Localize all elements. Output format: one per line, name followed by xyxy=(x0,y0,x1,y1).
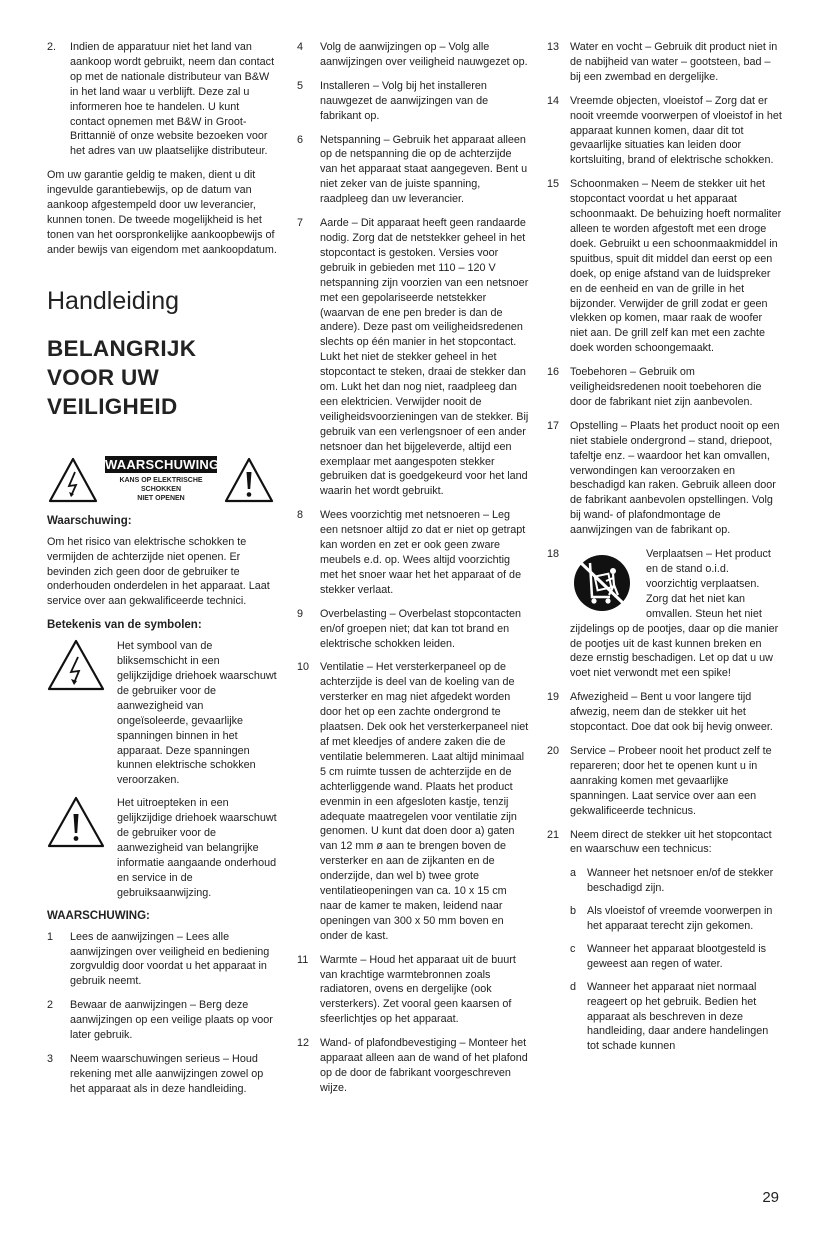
column-3 xyxy=(547,40,782,1062)
list-item xyxy=(47,998,277,1043)
warning-label-sub-line: KANS OP ELEKTRISCHE SCHOKKEN xyxy=(119,477,203,494)
item-text: Volg de aanwijzingen op – Volg alle aanwijzingen over veiligheid nauwgezet op. xyxy=(320,41,528,68)
item-text: Afwezigheid – Bent u voor langere tijd afwezig, neem dan de stekker uit het stopcontact. Doe dat ook bij hevig onweer. xyxy=(570,691,773,734)
exclamation-triangle-icon xyxy=(47,796,109,848)
safety-title-line: VEILIGHEID xyxy=(47,393,178,419)
list-item xyxy=(547,365,782,410)
warning-heading: Waarschuwing: xyxy=(47,514,132,527)
sub-list-item xyxy=(570,866,782,896)
sub-item-text: Wanneer het apparaat niet normaal reageert op het gebruik. Bedien het apparaat als beschreven in deze handleiding, daar andere handelingen tot schade kunnen xyxy=(587,980,769,1053)
symbols-heading: Betekenis van de symbolen: xyxy=(47,619,202,632)
list-item xyxy=(297,508,529,597)
item-number: 18 xyxy=(547,548,560,561)
warning-text: Om het risico van elektrische schokken te vermijden de achterzijde niet openen. Er bevinden zich geen door de gebruiker te onderhouden onderdelen in het apparaat. Laat service over aan gekwalificeerde technici. xyxy=(47,535,270,608)
item-number: 13 xyxy=(547,41,560,53)
item-number: 20 xyxy=(547,744,560,757)
item-number: 2. xyxy=(47,41,57,53)
list-item xyxy=(297,133,529,208)
list-item xyxy=(297,1036,529,1096)
item-number: 9 xyxy=(297,607,304,620)
item-text: Warmte – Houd het apparaat uit de buurt van krachtige warmtebronnen zoals radiatoren, ovens en dergelijke (ook versterkers). Zet vooral geen kaarsen of sfeerlichtjes op het apparaat. xyxy=(320,953,516,1026)
sub-item-text: Wanneer het netsnoer en/of de stekker beschadigd zijn. xyxy=(587,867,774,895)
list-item xyxy=(547,40,782,85)
item-text: Vreemde objecten, vloeistof – Zorg dat er nooit vreemde voorwerpen of vloeistof in het apparaat kunnen komen, daar dit tot gevaarlijke situaties kan leiden door kortsluiting, brand of elektrische schokken. xyxy=(570,94,782,167)
item-number: 12 xyxy=(297,1037,310,1050)
symbol-row xyxy=(47,796,277,900)
list-item xyxy=(297,79,529,124)
item-text: Wand- of plafondbevestiging – Monteer het apparaat alleen aan de wand of het plafond op de door de fabrikant voorgeschreven wijze. xyxy=(320,1037,528,1094)
symbol-description: Het symbool van de bliksemschicht in een gelijkzijdige driehoek waarschuwt de gebruiker voor de aanwezigheid van ongeïsoleerde, gevaarlijke spanningen binnen in het apparaat. Deze spanningen kunnen elektrische schokken veroorzaken. xyxy=(117,640,277,787)
list-item xyxy=(547,828,782,858)
item-text: Service – Probeer nooit het product zelf te repareren; door het te openen kunt u in aanraking komen met gevaarlijke spanningen. Laat service over aan een gekwalificeerde technicus. xyxy=(570,744,772,817)
item-text: Toebehoren – Gebruik om veiligheidsredenen nooit toebehoren die door de fabrikant niet zijn aanbevolen. xyxy=(570,366,762,408)
item-text: Overbelasting – Overbelast stopcontacten en/of groepen niet; dat kan tot brand en elektrische schokken leiden. xyxy=(320,607,522,650)
sub-item-letter: b xyxy=(570,905,577,918)
list-item xyxy=(297,216,529,499)
symbol-description: Het uitroepteken in een gelijkzijdige driehoek waarschuwt de gebruiker voor de aanwezigheid van belangrijke informatie aangaande onderhoud en service in de gebruiksaanwijzing. xyxy=(117,797,277,899)
item-number: 8 xyxy=(297,509,304,522)
list-item xyxy=(297,660,529,943)
list-item xyxy=(297,40,529,70)
sub-item-letter: d xyxy=(570,980,577,993)
list-item xyxy=(47,930,277,990)
item-text: Schoonmaken – Neem de stekker uit het stopcontact voordat u het apparaat schoonmaakt. De behuizing hoeft normaliter alleen te worden afgestoft met een droge doek. Gebruikt u een schoonmaakmiddel in spuitbus, spuit dit middel dan eerst op een doek, op enige afstand van de luidspreker en de eenheid en van de grille in het bijzonder. Verwijder de grill zodat er geen vlekken op komen, maar raak de woofer niet aan. De grill zelf kan met een zachte doek worden schoongemaakt. xyxy=(570,178,782,355)
sub-list-item xyxy=(570,904,782,934)
item-text: Opstelling – Plaats het product nooit op een niet stabiele ondergrond – stand, driepoot, tafeltje enz. – waardoor het kan omvallen, verwondingen kan veroorzaken en beschadigd kan raken. Gebruik alleen door de fabrikant aanbevolen opstellingen. Volg bij wand- of plafondmontage de aanwijzingen van de fabrikant op. xyxy=(570,419,780,537)
item-number: 15 xyxy=(547,178,560,191)
item-text: Wees voorzichtig met netsnoeren – Leg een netsnoer altijd zo dat er niet op getrapt kan worden en zet er ook geen zware meubels e.d. op. Wees altijd voorzichtig met het snoer waar het het apparaat of de stekker verlaat. xyxy=(320,509,526,596)
safety-title-line: BELANGRIJK xyxy=(47,335,197,361)
item-text: Verplaatsen – Het product en de stand o.i.d. voorzichtig verplaatsen. Zorg dat het niet kan omvallen. Steun het niet zijdelings op de pootjes, daar op die manier de pootjes uit de kast kunnen breken en deze ernstig beschadigen. Let op dat u uw voet niet verwondt met een spike! xyxy=(570,548,779,680)
item-number: 10 xyxy=(297,661,310,674)
sub-list-item xyxy=(570,980,782,1055)
item-number: 4 xyxy=(297,41,304,53)
list-item xyxy=(47,40,277,159)
lightning-triangle-icon xyxy=(47,639,109,691)
warning-label-sub xyxy=(105,476,217,503)
sub-item-text: Als vloeistof of vreemde voorwerpen in het apparaat terecht zijn gekomen. xyxy=(587,905,773,933)
sub-item-text: Wanneer het apparaat blootgesteld is geweest aan regen of water. xyxy=(587,942,767,970)
item-number: 2 xyxy=(47,999,54,1012)
page-number: 29 xyxy=(762,1189,779,1206)
list-item xyxy=(297,953,529,1028)
list-item xyxy=(547,419,782,538)
item-number: 17 xyxy=(547,419,560,432)
item-number: 1 xyxy=(47,930,54,943)
list-item xyxy=(547,94,782,169)
item-number: 11 xyxy=(297,953,309,966)
item-text: Installeren – Volg bij het installeren nauwgezet de aanwijzingen van de fabrikant op. xyxy=(320,79,489,122)
list-item xyxy=(547,547,782,681)
warning-label-sub-line: NIET OPENEN xyxy=(137,495,185,503)
item-text: Lees de aanwijzingen – Lees alle aanwijzingen over veiligheid en bediening zorgvuldig door voordat u het apparaat in gebruik neemt. xyxy=(70,930,270,988)
warning-label xyxy=(47,454,277,506)
list-item xyxy=(47,1052,277,1097)
safety-title xyxy=(47,334,277,421)
item-number: 14 xyxy=(547,94,560,107)
item-number: 21 xyxy=(547,828,560,841)
exclamation-triangle-icon xyxy=(223,456,275,504)
cart-tip-over-icon xyxy=(570,551,640,615)
item-text: Water en vocht – Gebruik dit product niet in de nabijheid van water – gootsteen, bad – bij een zwembad en dergelijke. xyxy=(570,41,778,83)
item-number: 3 xyxy=(47,1052,54,1065)
list-item xyxy=(547,177,782,356)
item-number: 5 xyxy=(297,79,304,92)
column-2 xyxy=(297,40,529,1105)
item-text: Neem waarschuwingen serieus – Houd rekening met alle aanwijzingen zowel op het apparaat als in deze handleiding. xyxy=(70,1052,264,1095)
item-number: 6 xyxy=(297,133,304,146)
item-text: Bewaar de aanwijzingen – Berg deze aanwijzingen op een veilige plaats op voor later gebruik. xyxy=(70,999,273,1042)
caps-warning-heading: WAARSCHUWING: xyxy=(47,909,150,922)
sub-list-item xyxy=(570,942,782,972)
sub-item-letter: a xyxy=(570,867,577,880)
manual-title: Handleiding xyxy=(47,286,180,315)
list-item xyxy=(547,744,782,819)
item-number: 16 xyxy=(547,366,560,379)
lightning-triangle-icon xyxy=(47,456,99,504)
item-number: 19 xyxy=(547,691,560,704)
item-text: Indien de apparatuur niet het land van aankoop wordt gebruikt, neem dan contact op met de nationale distributeur van B&W in het land waar u verblijft. Deze zal u informeren hoe te handelen. U kunt contact opnemen met B&W in Groot-Brittannië of onze website bezoeken voor het adres van uw plaatselijke distributeur. xyxy=(70,41,275,158)
item-number: 7 xyxy=(297,217,304,230)
column-1 xyxy=(47,40,277,1106)
symbol-row xyxy=(47,639,277,788)
warning-label-title: WAARSCHUWING xyxy=(105,457,220,473)
list-item xyxy=(297,607,529,652)
item-text: Ventilatie – Het versterkerpaneel op de achterzijde is deel van de koeling van de versterker en mag niet afgedekt worden door het op een zachte ondergrond te plaatsen. Dek ook het versterkerpaneel niet af met kleedjes of andere zaken die de ventilatie belemmeren. Laat altijd minimaal 5 cm ruimte tussen de achterzijde en de achterliggende wand. Plaats het product evenmin in een afgesloten kastje, tenzij adequate maatregelen voor ventilatie zijn genomen. U kunt dat doen door a) gaten van 12 mm ø aan te brengen boven de versterker en aan de zijkanten en de onderzijde, dan wel b) twee grote ventilatieopeningen van ca. 10 x 15 cm naar de kamer te maken, leidend naar openingen van 300 x 50 mm boven en onder de kast. xyxy=(320,661,529,942)
sub-item-letter: c xyxy=(570,942,576,955)
safety-title-line: VOOR UW xyxy=(47,364,160,390)
item-text: Netspanning – Gebruik het apparaat alleen op de netspanning die op de achterzijde van het apparaat staat aangegeven. Bent u niet zeker van de juiste spanning, raadpleeg dan uw leverancier. xyxy=(320,133,528,206)
item-text: Aarde – Dit apparaat heeft geen randaarde nodig. Zorg dat de netstekker geheel in het stopcontact is gestoken. Versies voor gebruik in gebieden met 110 – 120 V netspanning zijn voorzien van een netsnoer met een gepolariseerde netstekker (waarvan de ene pen breder is dan de andere). Deze past om veiligheidsredenen slechts op één manier in het stopcontact. Lukt het niet de stekker geheel in het stopcontact te steken, draai de stekker dan om. Lukt het dan nog niet, raadpleeg dan een elektricien. Verwijder nooit de veiligheidsvoorzieningen van de stekker. Bij gebruik van een verlengsnoer of een ander netsnoer dan het bijgeleverde, altijd een exemplaar met aangespoten stekker gebruiken dat is goedgekeurd voor het land waarin het wordt gebruikt. xyxy=(320,217,529,498)
item-text: Neem direct de stekker uit het stopcontact en waarschuw een technicus: xyxy=(570,828,772,856)
list-item xyxy=(547,690,782,735)
warranty-paragraph: Om uw garantie geldig te maken, dient u dit ingevulde garantiebewijs, op de datum van aankoop afgestempeld door uw leverancier, kunnen tonen. De tweede mogelijkheid is het tonen van het oorspronkelijke aankoopbewijs of ander bewijs van eigendom met aankoopdatum. xyxy=(47,169,277,256)
